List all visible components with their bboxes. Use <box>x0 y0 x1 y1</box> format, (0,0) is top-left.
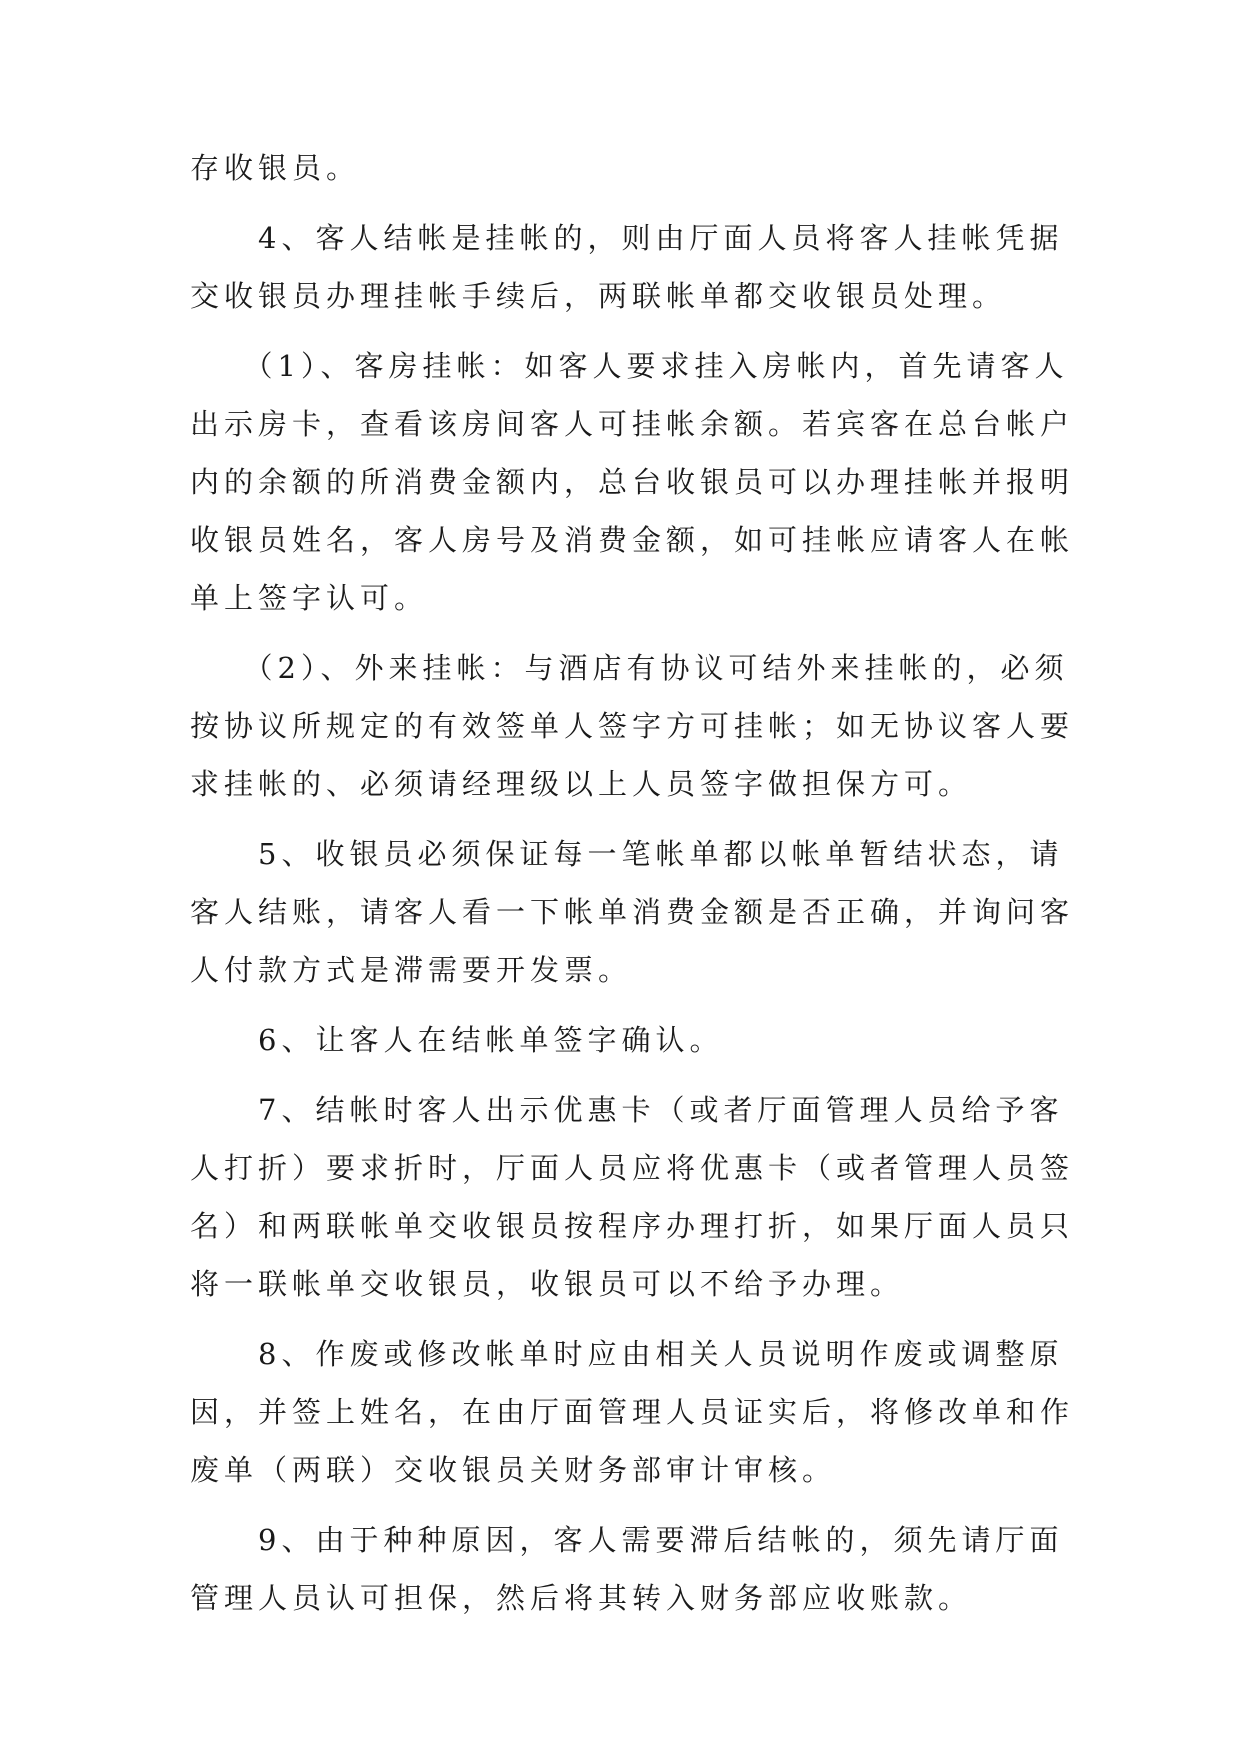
text-line: 交收银员办理挂帐手续后，两联帐单都交收银员处理。 <box>190 279 1007 313</box>
text-line: 4、客人结帐是挂帐的，则由厅面人员将客人挂帐凭据 <box>190 221 1064 255</box>
text-line: 人付款方式是滞需要开发票。 <box>190 953 633 987</box>
text-line: 内的余额的所消费金额内，总台收银员可以办理挂帐并报明 <box>190 465 1075 499</box>
text-line: （2）、外来挂帐：与酒店有协议可结外来挂帐的，必须 <box>190 651 1069 685</box>
text-line: 求挂帐的、必须请经理级以上人员签字做担保方可。 <box>190 767 973 801</box>
text-line: 收银员姓名，客人房号及消费金额，如可挂帐应请客人在帐 <box>190 523 1075 557</box>
text-line: 8、作废或修改帐单时应由相关人员说明作废或调整原 <box>190 1337 1064 1371</box>
text-line: 废单（两联）交收银员关财务部审计审核。 <box>190 1453 837 1487</box>
text-line: 将一联帐单交收银员，收银员可以不给予办理。 <box>190 1267 905 1301</box>
text-line: 人打折）要求折时，厅面人员应将优惠卡（或者管理人员签 <box>190 1151 1075 1185</box>
text-line: 按协议所规定的有效签单人签字方可挂帐；如无协议客人要 <box>190 709 1075 743</box>
text-line: 名）和两联帐单交收银员按程序办理打折，如果厅面人员只 <box>190 1209 1075 1243</box>
text-line: 9、由于种种原因，客人需要滞后结帐的，须先请厅面 <box>190 1523 1064 1557</box>
text-line: 7、结帐时客人出示优惠卡（或者厅面管理人员给予客 <box>190 1093 1064 1127</box>
text-line: 单上签字认可。 <box>190 581 429 615</box>
text-line: 客人结账，请客人看一下帐单消费金额是否正确，并询问客 <box>190 895 1075 929</box>
text-line: 6、让客人在结帐单签字确认。 <box>190 1023 724 1057</box>
text-line: 因，并签上姓名，在由厅面管理人员证实后，将修改单和作 <box>190 1395 1075 1429</box>
text-line: （1）、客房挂帐：如客人要求挂入房帐内，首先请客人 <box>190 349 1069 383</box>
text-line: 5、收银员必须保证每一笔帐单都以帐单暂结状态，请 <box>190 837 1064 871</box>
text-line: 出示房卡，查看该房间客人可挂帐余额。若宾客在总台帐户 <box>190 407 1075 441</box>
text-line: 存收银员。 <box>190 151 361 185</box>
text-line: 管理人员认可担保，然后将其转入财务部应收账款。 <box>190 1581 973 1615</box>
